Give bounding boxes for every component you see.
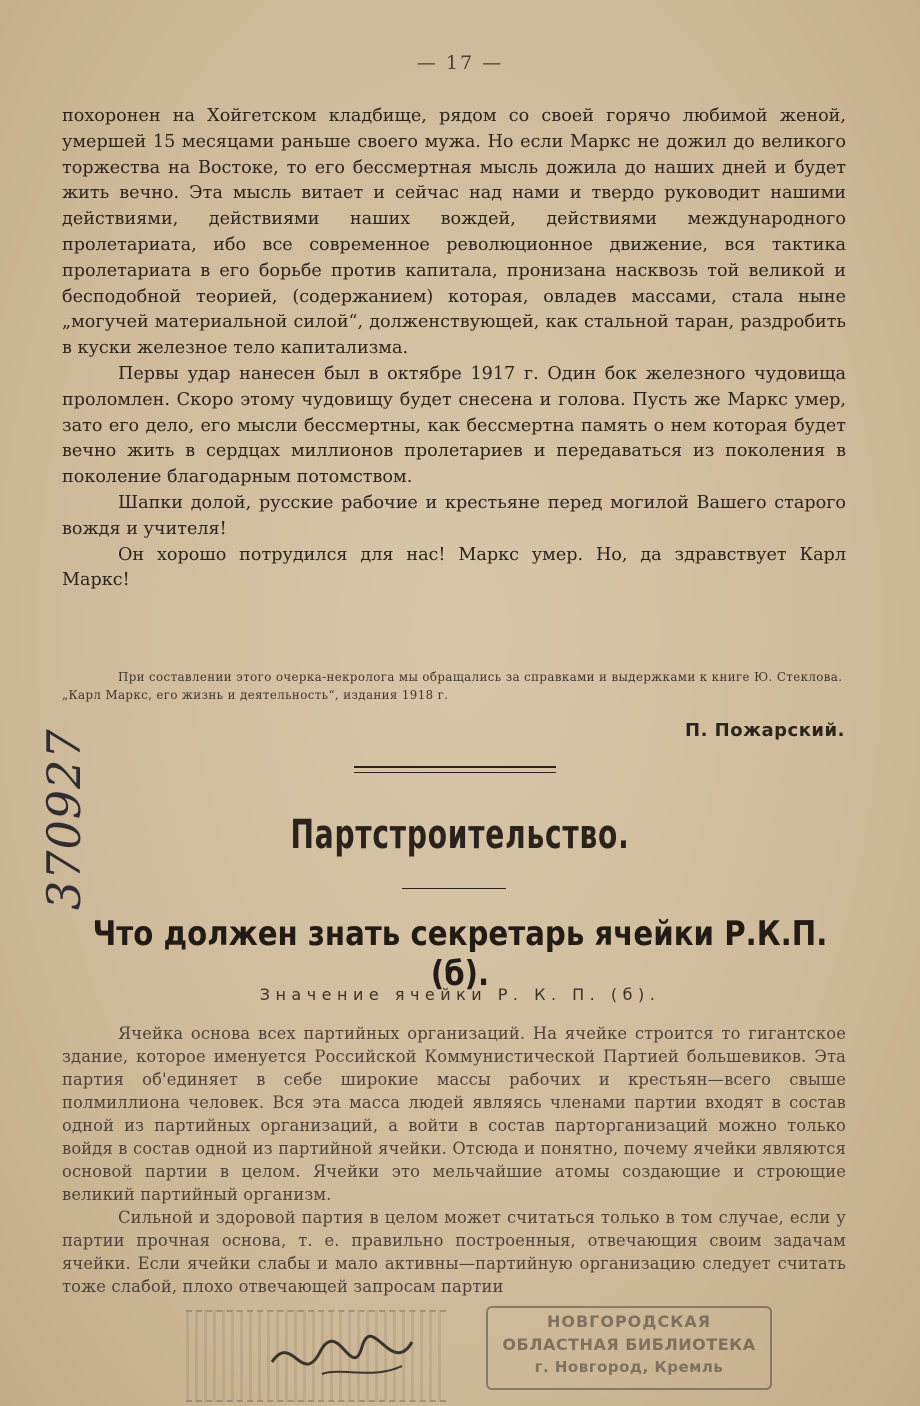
obituary-paragraph-1: похоронен на Хойгетском кладбище, рядом со своей горячо любимой женой, умершей 15 месяцами раньше своего мужа. Но если Маркс не дожил до великого торжества на Востоке, то его бессмертная мысль дожила до наших дней и будет жить вечно. Эта мысль витает и сейчас над нами и твердо руководит нашими действиями, действиями наших вождей, действиями международного пролетариата, ибо все современное революционное движение, вся тактика пролетариата в его борьбе против капитала, пронизана насквозь той великой и бесподобной теорией, (содержанием) которая, овладев массами, стала ныне „могучей материальной силой“, долженствующей, как стальной таран, раздробить в куски железное тело капитализма. (62, 106, 846, 359)
obituary-text (62, 104, 846, 594)
article-paragraph-1: Ячейка основа всех партийных организаций. На ячейке строится то гигантское здание, которое именуется Российской Коммунистической Партией большевиков. Эта партия об'единяет в себе широкие массы рабочих и крестьян—всего свыше полмиллиона человек. Вся эта масса людей являясь членами партии входят в состав одной из партийных организаций, а войти в состав парторганизаций можно только войдя в состав одной из партийной ячейки. Отсюда и понятно, почему ячейки являются основой партии в целом. Ячейки это мельчайшие атомы создающие и строющие великий партийный организм. (62, 1024, 846, 1204)
section-title: Партстроительство. (290, 812, 630, 858)
obituary-paragraph-3: Шапки долой, русские рабочие и крестьяне перед могилой Вашего старого вождя и учителя! (62, 492, 846, 539)
handwritten-accession-number (14, 724, 104, 914)
title-divider (402, 888, 506, 889)
article-paragraph-2: Сильной и здоровой партия в целом может считаться только в том случае, если у партии прочная основа, т. е. правильно построенныя, отвечающия своим задачам ячейки. Если ячейки слабы и мало активны—партийную организацию следует считать тоже слабой, плохо отвечающей запросам партии (62, 1208, 846, 1296)
signature-scribble (262, 1322, 432, 1392)
section-divider-top (354, 766, 556, 768)
stamp-line-2: ОБЛАСТНАЯ БИБЛИОТЕКА (502, 1335, 756, 1354)
stamp-line-3: г. Новгород, Кремль (534, 1358, 724, 1376)
stamp-line-1: НОВГОРОДСКАЯ (546, 1312, 712, 1331)
obituary-paragraph-2: Первы удар нанесен был в октябре 1917 г. Один бок железного чудовища проломлен. Скоро этому чудовищу будет снесена и голова. Пусть же Маркс умер, зато его дело, его мысли бессмертны, как бессмертна память о нем которая будет вечно жить в сердцах миллионов пролетариев и передаваться из поколения в поколение благодарным потомством. (62, 363, 846, 488)
article-text (62, 1022, 846, 1298)
author-signature: П. Пожарский. (685, 720, 845, 741)
handwritten-number-text: 370927 (37, 728, 91, 910)
footnote: При составлении этого очерка-некролога мы обращались за справками и выдержками к книге Ю. Стеклова. „Карл Маркс, его жизнь и деятельность“, издания 1918 г. (62, 670, 843, 702)
library-stamp (486, 1306, 772, 1390)
article-title: Что должен знать секретарь ячейки Р.К.П. (б). (92, 914, 828, 994)
page-number: — 17 — (416, 52, 504, 74)
obituary-paragraph-4: Он хорошо потрудился для нас! Маркс умер. Но, да здравствует Карл Маркс! (62, 544, 846, 591)
section-divider-bottom (354, 772, 556, 773)
article-subheading: Значение ячейки Р. К. П. (б). (259, 985, 661, 1004)
